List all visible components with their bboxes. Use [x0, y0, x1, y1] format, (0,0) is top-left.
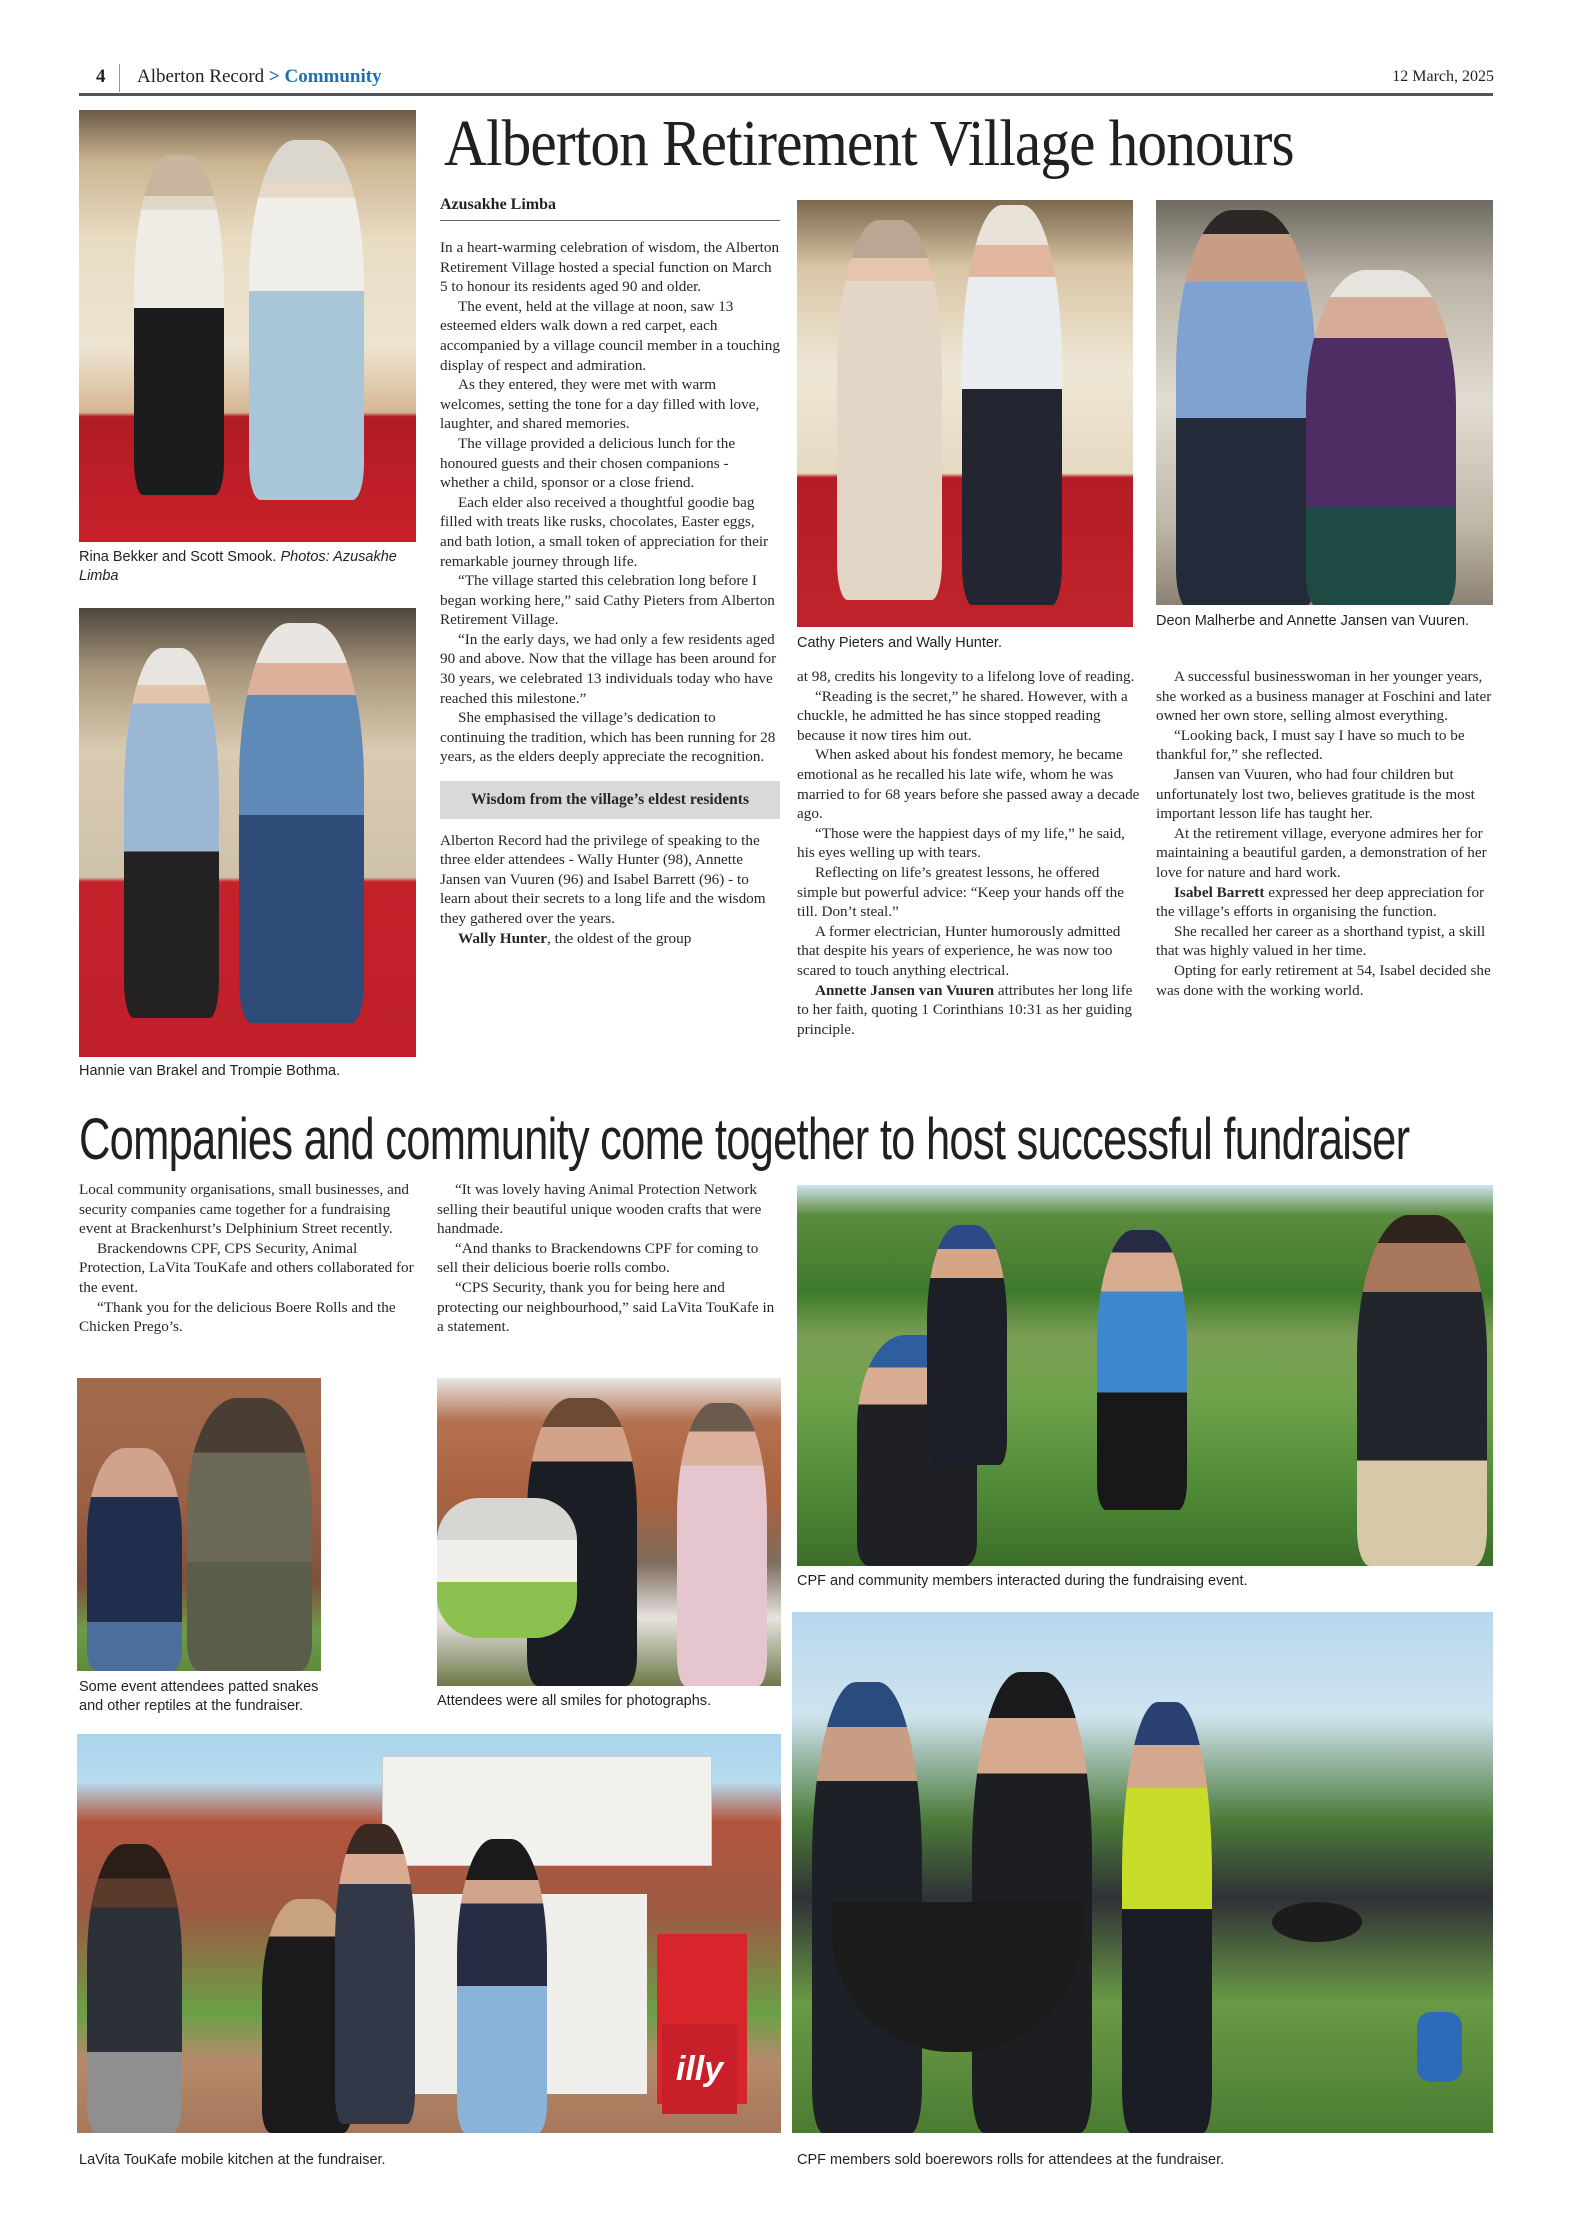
photo-caption: LaVita TouKafe mobile kitchen at the fundraiser. — [79, 2152, 386, 2168]
gas-bottle — [1417, 2012, 1462, 2082]
photo-caption: CPF and community members interacted during the fundraising event. — [797, 1573, 1248, 1589]
photo-lavita-kitchen[interactable] — [77, 1734, 781, 2133]
photo-rina-scott[interactable] — [79, 110, 416, 542]
article1-column-3: A successful businesswoman in her younger years, she worked as a business manager at Foschini and later owned her own store, selling almost everything. “Looking back, I must say I have so much to be thankful for,” she reflected. Jansen van Vuuren, who had four children but unfortunately lost two, believes gratitude is the most important lesson life has taught her. At the retirement village, everyone admires her for maintaining a beautiful garden, a demonstration of her love for nature and hard work. Isabel Barrett expressed her deep appreciation for the village’s efforts in organising the function. She recalled her career as a shorthand typist, a skill that was highly valued in her time. Opting for early retirement at 54, Isabel decided she was done with the working world. — [1156, 668, 1492, 999]
photo-caption: Attendees were all smiles for photographs. — [437, 1693, 712, 1709]
article1-column-2: at 98, credits his longevity to a lifelong love of reading. “Reading is the secret,” he shared. However, with a chuckle, he admitted he has since stopped reading because it now tires him out. When asked about his fondest memory, he became emotional as he recalled his late wife, whom he was married to for 68 years before she passed away a decade ago. “Those were the happiest days of my life,” he said, his eyes welling up with tears. Reflecting on life’s greatest lessons, he offered simple but powerful advice: “Keep your hands off the till. Don’t steal.” A former electrician, Hunter humorously admitted that despite his years of experience, he was now too scared to touch anything electrical. Annette Jansen van Vuuren attributes her long life to her faith, quoting 1 Corinthians 10:31 as her guiding principle. — [797, 668, 1140, 1038]
article2-column-1: Local community organisations, small businesses, and security companies came together for a fundraising event at Brackenhurst’s Delphinium Street recently. Brackendowns CPF, CPS Security, Animal Protection, LaVita TouKafe and others collaborated for the event. “Thank you for the delicious Boere Rolls and the Chicken Prego’s. — [79, 1181, 414, 1336]
header-divider — [119, 64, 120, 92]
photo-caption: Cathy Pieters and Wally Hunter. — [797, 635, 1002, 651]
breadcrumb-arrow: > — [268, 66, 280, 87]
photo-caption: Rina Bekker and Scott Smook. Photos: Azusakhe Limba — [79, 549, 397, 584]
photo-cpf-boerewors[interactable] — [792, 1612, 1493, 2133]
issue-date: 12 March, 2025 — [1392, 68, 1494, 85]
article1-byline: Azusakhe Limba — [440, 196, 780, 221]
photo-cathy-wally[interactable] — [797, 200, 1133, 627]
article2-headline: Companies and community come together to host successful fundraiser — [79, 1107, 1410, 1172]
article1-headline: Alberton Retirement Village honours — [444, 107, 1294, 180]
illy-logo: illy — [662, 2024, 737, 2114]
article1-column-1: In a heart-warming celebration of wisdom, the Alberton Retirement Village hosted a special function on March 5 to honour its residents aged 90 and older. The event, held at the village at noon, saw 13 esteemed elders walk down a red carpet, each accompanied by a village council member in a touching display of respect and admiration. As they entered, they were met with warm welcomes, setting the tone for a day filled with love, laughter, and shared memories. The village provided a delicious lunch for the honoured guests and their chosen companions - whether a child, sponsor or a close friend. Each elder also received a thoughtful goodie bag filled with treats like rusks, chocolates, Easter eggs, and bath lotion, a small token of appreciation for their remarkable journey through life. “The village started this celebration long before I began working here,” said Cathy Pieters from Alberton Retirement Village. “In the early days, we had only a few residents aged 90 and above. Now that the village has been around for 30 years, we celebrated 13 individuals today who have reached this milestone.” She emphasised the village’s dedication to continuing the tradition, which has been running for 28 years, as the elders deeply appreciate the recognition. Wisdom from the village’s eldest residents Alberton Record had the privilege of speaking to the three elder attendees - Wally Hunter (98), Annette Jansen van Vuuren (96) and Isabel Barrett (96) - to learn about their secrets to a long life and the wisdom they gathered over the years. Wally Hunter, the oldest of the group — [440, 239, 780, 947]
photo-snake-handling[interactable] — [77, 1378, 321, 1671]
photo-deon-annette[interactable] — [1156, 200, 1493, 605]
photo-attendees-smiles[interactable] — [437, 1378, 781, 1686]
photo-caption: CPF members sold boerewors rolls for attendees at the fundraiser. — [797, 2152, 1225, 2168]
article2-column-2: “It was lovely having Animal Protection Network selling their beautiful unique wooden crafts that were handmade. “And thanks to Brackendowns CPF for coming to sell their delicious boerie rolls combo. “CPS Security, thank you for being here and protecting our neighbourhood,” said LaVita TouKafe in a statement. — [437, 1181, 775, 1336]
photo-caption: Hannie van Brakel and Trompie Bothma. — [79, 1063, 341, 1079]
section-link[interactable]: Community — [284, 66, 382, 87]
photo-cpf-community[interactable] — [797, 1185, 1493, 1566]
breadcrumb — [137, 66, 382, 88]
photo-caption: Deon Malherbe and Annette Jansen van Vuuren. — [1156, 613, 1470, 629]
header-rule — [79, 93, 1493, 96]
article1-subhead: Wisdom from the village’s eldest residents — [440, 781, 780, 819]
publication-name: Alberton Record — [137, 66, 265, 87]
page-number: 4 — [96, 66, 106, 87]
photo-hannie-trompie[interactable] — [79, 608, 416, 1057]
photo-caption: Some event attendees patted snakes and other reptiles at the fundraiser. — [79, 1679, 319, 1714]
